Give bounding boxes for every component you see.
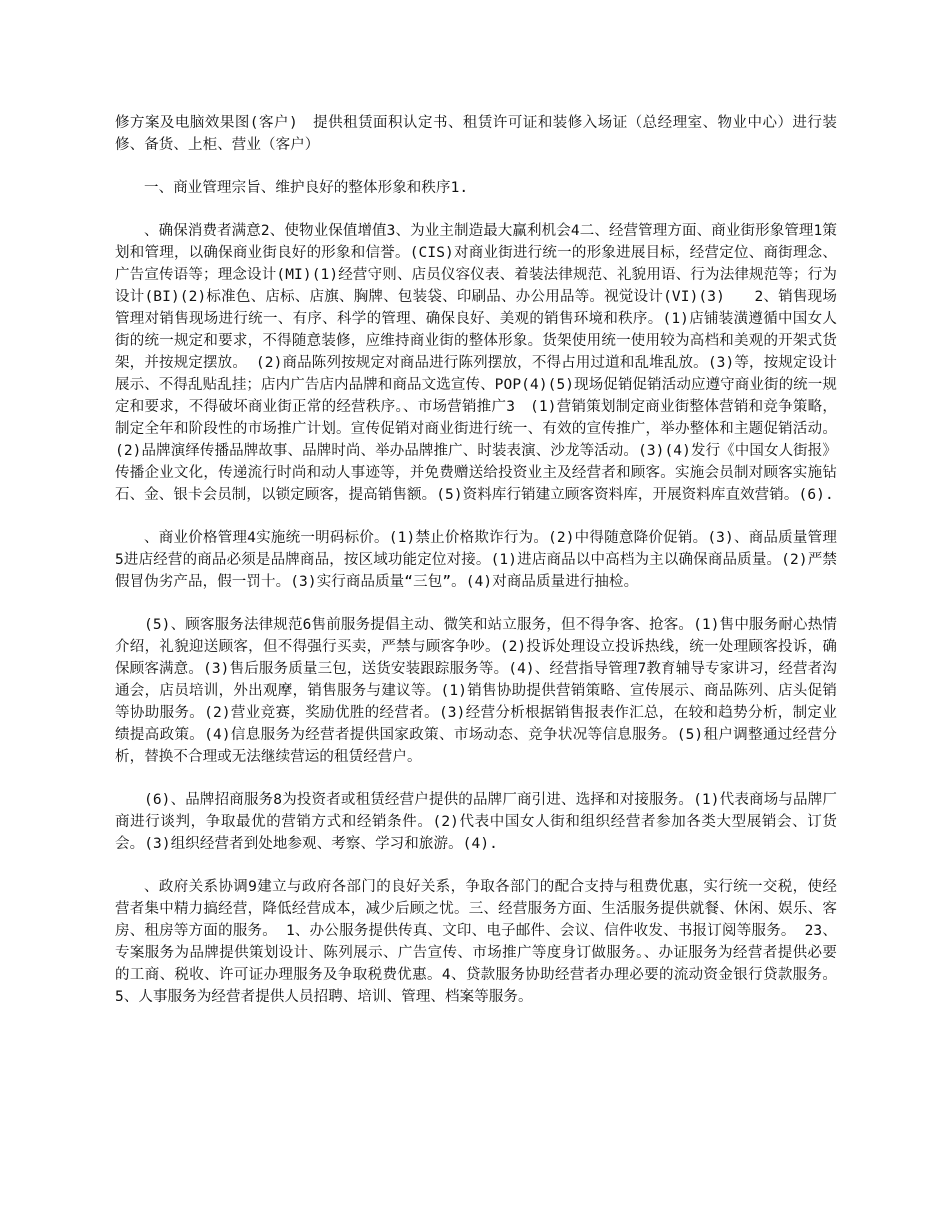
paragraph-customer-service: (5)、顾客服务法律规范6售前服务提倡主动、微笑和站立服务，但不得争客、抢客。(1)售中服务耐心热情介绍，礼貌迎送顾客，但不得强行买卖，严禁与顾客争吵。(2)投诉处理设立投诉热线，统一处理顾客投诉，确保顾客满意。(3)售后服务质量三包，送货安装跟踪服务等。(4)、经营指导管理7教育辅导专家讲习，经营者沟通会，店员培训，外出观摩，销售服务与建议等。(1)销售协助提供营销策略、宣传展示、商品陈列、店头促销等协助服务。(2)营业竞赛，奖励优胜的经营者。(3)经营分析根据销售报表作汇总，在较和趋势分析，制定业绩提高政策。(4)信息服务为经营者提供国家政策、市场动态、竞争状况等信息服务。(5)租户调整通过经营分析，替换不合理或无法继续营运的租赁经营户。 xyxy=(115,617,837,765)
paragraph-government-relations: 、政府关系协调9建立与政府各部门的良好关系，争取各部门的配合支持与租费优惠，实行统一交税，使经营者集中精力搞经营，降低经营成本，减少后顾之忧。三、经营服务方面、生活服务提供就餐、休闲、娱乐、客房、租房等方面的服务。 1、办公服务提供传真、文印、电子邮件、会议、信件收发、书报订阅等服务。 23、专案服务为品牌提供策划设计、陈列展示、广告宣传、市场推广等度身订做服务。、办证服务为经营者提供必要的工商、税收、许可证办理服务及争取税费优惠。4、贷款服务协助经营者办理必要的流动资金银行贷款服务。5、人事服务为经营者提供人员招聘、培训、管理、档案等服务。 xyxy=(115,879,837,1005)
paragraph-price-quality: 、商业价格管理4实施统一明码标价。(1)禁止价格欺诈行为。(2)中得随意降价促销。(3)、商品质量管理 5进店经营的商品必须是品牌商品，按区域功能定位对接。(1)进店商品以中高档为主以确保商品质量。(2)严禁假冒伪劣产品，假一罚十。(3)实行商品质量“三包”。(4)对商品质量进行抽检。 xyxy=(115,530,837,590)
document-page xyxy=(115,112,837,1029)
paragraph-business-management: 、确保消费者满意2、使物业保值增值3、为业主制造最大赢利机会4二、经营管理方面、商业街形象管理1策划和管理，以确保商业街良好的形象和信誉。(CIS)对商业街进行统一的形象进展目标，经营定位、商街理念、广告宣传语等；理念设计(MI)(1)经营守则、店员仪容仪表、着装法律规范、礼貌用语、行为法律规范等；行为设计(BI)(2)标准色、店标、店旗、胸牌、包装袋、印刷品、办公用品等。视觉设计(VI)(3) 2、销售现场管理对销售现场进行统一、有序、科学的管理、确保良好、美观的销售环境和秩序。(1)店铺装潢遵循中国女人街的统一规定和要求，不得随意装修，应维持商业街的整体形象。货架使用统一使用较为高档和美观的开架式货架，并按规定摆放。 (2)商品陈列按规定对商品进行陈列摆放，不得占用过道和乱堆乱放。(3)等，按规定设计展示、不得乱贴乱挂；店内广告店内品牌和商品文选宣传、POP(4)(5)现场促销促销活动应遵守商业街的统一规定和要求，不得破坏商业街正常的经营秩序。、市场营销推广3 (1)营销策划制定商业街整体营销和竞争策略，制定全年和阶段性的市场推广计划。宣传促销对商业街进行统一、有效的宣传推广，举办整体和主题促销活动。(2)品牌演绎传播品牌故事、品牌时尚、举办品牌推广、时装表演、沙龙等活动。(3)(4)发行《中国女人街报》传播企业文化，传递流行时尚和动人事迹等，并免费赠送给投资业主及经营者和顾客。实施会员制对顾客实施钻石、金、银卡会员制，以锁定顾客，提高销售额。(5)资料库行销建立顾客资料库，开展资料库直效营销。(6). xyxy=(115,223,837,503)
paragraph-intro: 修方案及电脑效果图(客户) 提供租赁面积认定书、租赁许可证和装修入场证（总经理室、物业中心）进行装修、备货、上柜、营业（客户） xyxy=(115,115,837,153)
paragraph-management-purpose: 一、商业管理宗旨、维护良好的整体形象和秩序1. xyxy=(144,180,469,196)
paragraph-brand-investment: (6)、品牌招商服务8为投资者或租赁经营户提供的品牌厂商引进、选择和对接服务。(1)代表商场与品牌厂商进行谈判，争取最优的营销方式和经销条件。(2)代表中国女人街和组织经营者参加各类大型展销会、订货会。(3)组织经营者到处地参观、考察、学习和旅游。(4). xyxy=(115,792,837,852)
